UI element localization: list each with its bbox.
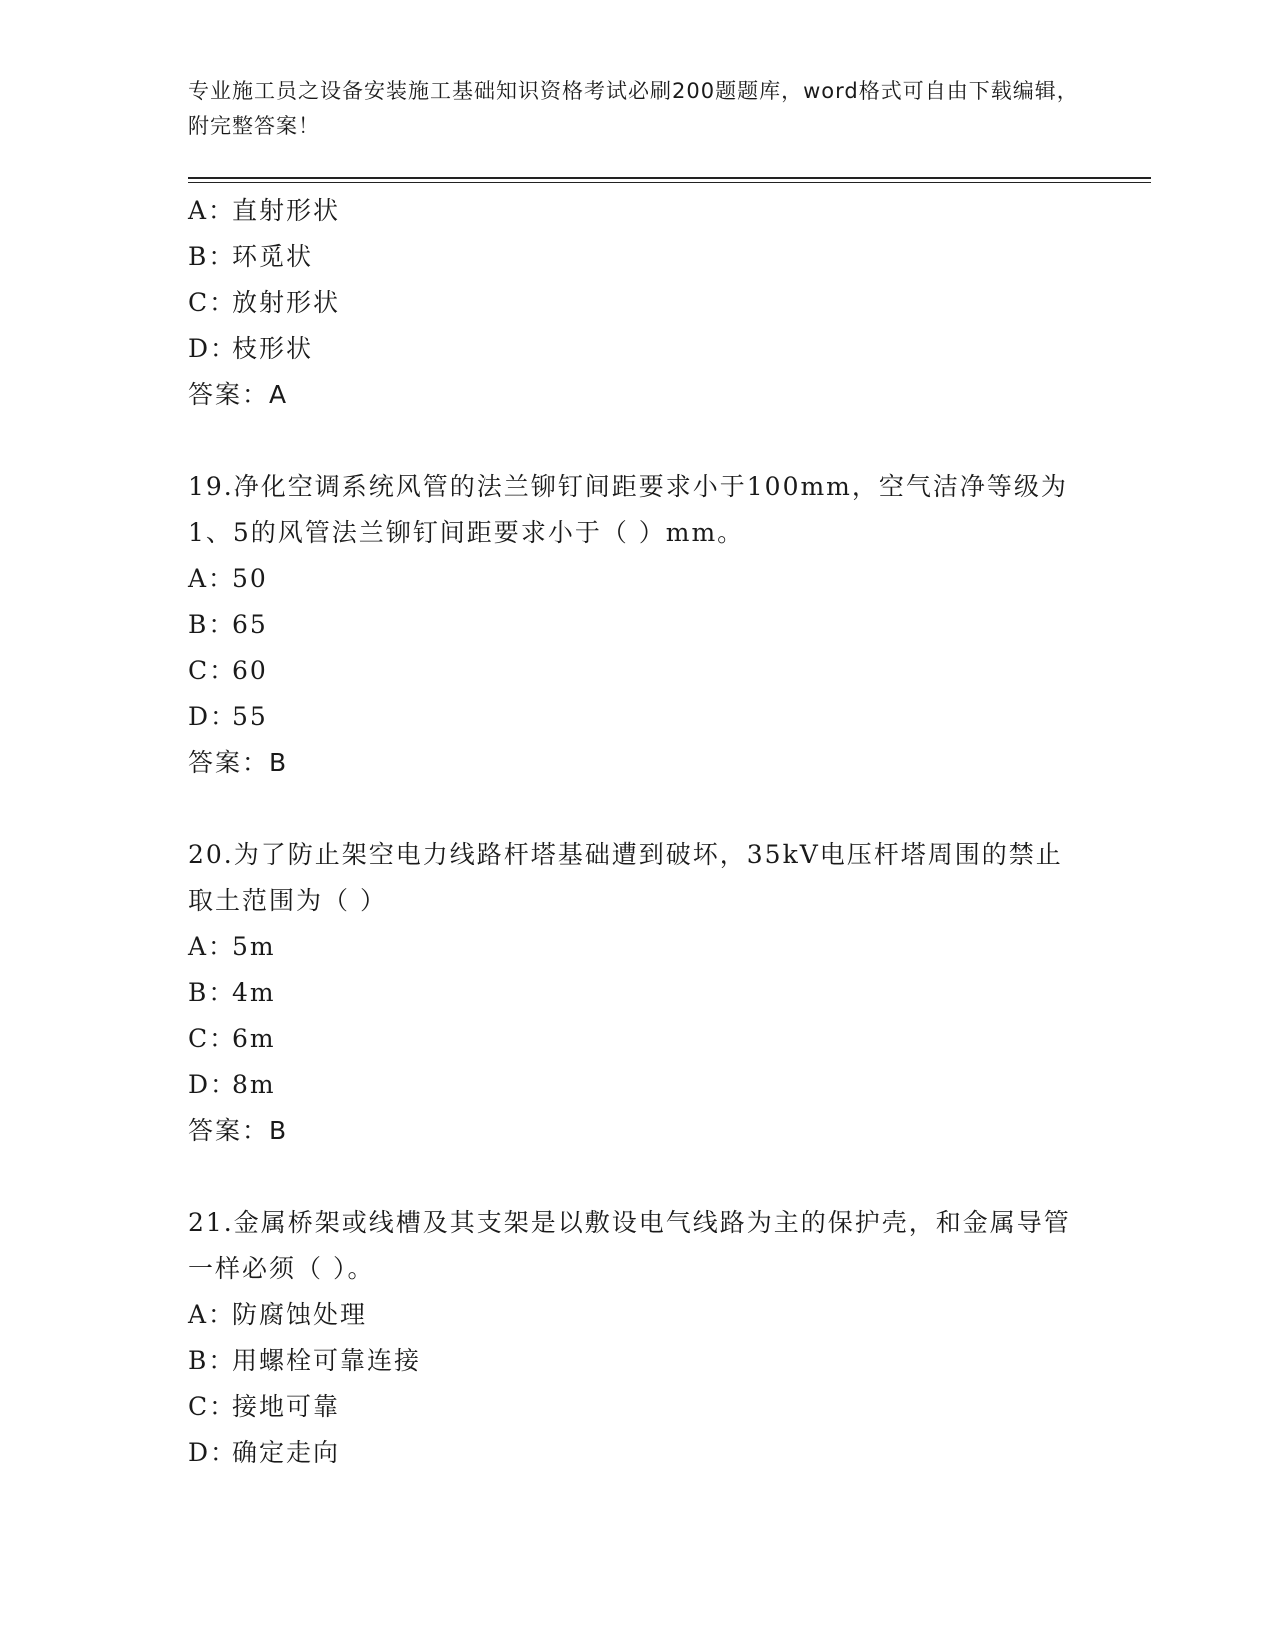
- option-a: [188, 1292, 1088, 1338]
- option-d: [188, 694, 1088, 740]
- option-text: 50: [232, 564, 268, 593]
- option-label: C：: [188, 288, 237, 317]
- option-label: D：: [188, 334, 238, 363]
- option-text: 环觅状: [232, 242, 314, 271]
- option-b: [188, 970, 1088, 1016]
- option-b: [188, 602, 1088, 648]
- answer-line: 答案：A: [188, 380, 289, 409]
- question-block-20: [188, 832, 1088, 1154]
- question-block-19: [188, 464, 1088, 786]
- option-label: A：: [188, 932, 236, 961]
- spacer: [188, 786, 1088, 832]
- header-divider-thin: [188, 182, 1151, 183]
- answer-line: 答案：B: [188, 1116, 289, 1145]
- option-text: 防腐蚀处理: [232, 1300, 368, 1329]
- option-text: 用螺栓可靠连接: [232, 1346, 422, 1375]
- option-c: [188, 1384, 1088, 1430]
- option-label: B：: [188, 1346, 236, 1375]
- option-a: [188, 924, 1088, 970]
- option-text: 6m: [232, 1024, 276, 1053]
- option-label: B：: [188, 242, 236, 271]
- option-label: D：: [188, 702, 238, 731]
- option-text: 5m: [232, 932, 276, 961]
- question-block-21: [188, 1200, 1088, 1476]
- question-text: 19.净化空调系统风管的法兰铆钉间距要求小于100mm，空气洁净等级为1、5的风管法兰铆钉间距要求小于（ ）mm。: [188, 472, 1068, 547]
- spacer: [188, 1154, 1088, 1200]
- option-label: D：: [188, 1070, 238, 1099]
- question-text: 20.为了防止架空电力线路杆塔基础遭到破坏，35kV电压杆塔周围的禁止取土范围为（ ）: [188, 840, 1063, 915]
- option-label: A：: [188, 564, 236, 593]
- option-c: [188, 1016, 1088, 1062]
- option-label: D：: [188, 1438, 238, 1467]
- option-text: 55: [232, 702, 268, 731]
- spacer: [188, 418, 1088, 464]
- option-text: 4m: [232, 978, 276, 1007]
- option-text: 直射形状: [232, 196, 341, 225]
- option-c: [188, 280, 1088, 326]
- option-text: 8m: [232, 1070, 276, 1099]
- option-label: B：: [188, 610, 236, 639]
- answer-line: 答案：B: [188, 748, 289, 777]
- option-text: 接地可靠: [232, 1392, 341, 1421]
- option-c: [188, 648, 1088, 694]
- option-text: 放射形状: [232, 288, 341, 317]
- option-text: 枝形状: [232, 334, 314, 363]
- option-d: [188, 326, 1088, 372]
- option-label: A：: [188, 196, 236, 225]
- option-text: 60: [232, 656, 268, 685]
- question-list: [188, 188, 1088, 1476]
- option-b: [188, 234, 1088, 280]
- option-b: [188, 1338, 1088, 1384]
- option-d: [188, 1430, 1088, 1476]
- question-block-18: [188, 188, 1088, 418]
- question-text: 21.金属桥架或线槽及其支架是以敷设电气线路为主的保护壳，和金属导管一样必须（ ）。: [188, 1208, 1071, 1283]
- header-divider: [188, 177, 1151, 179]
- document-header: 专业施工员之设备安装施工基础知识资格考试必刷200题题库，word格式可自由下载编辑，附完整答案！: [188, 79, 1079, 138]
- option-text: 65: [232, 610, 268, 639]
- option-label: C：: [188, 1024, 237, 1053]
- option-label: B：: [188, 978, 236, 1007]
- option-a: [188, 556, 1088, 602]
- option-label: C：: [188, 656, 237, 685]
- option-d: [188, 1062, 1088, 1108]
- option-label: A：: [188, 1300, 236, 1329]
- option-label: C：: [188, 1392, 237, 1421]
- option-text: 确定走向: [232, 1438, 341, 1467]
- option-a: [188, 188, 1088, 234]
